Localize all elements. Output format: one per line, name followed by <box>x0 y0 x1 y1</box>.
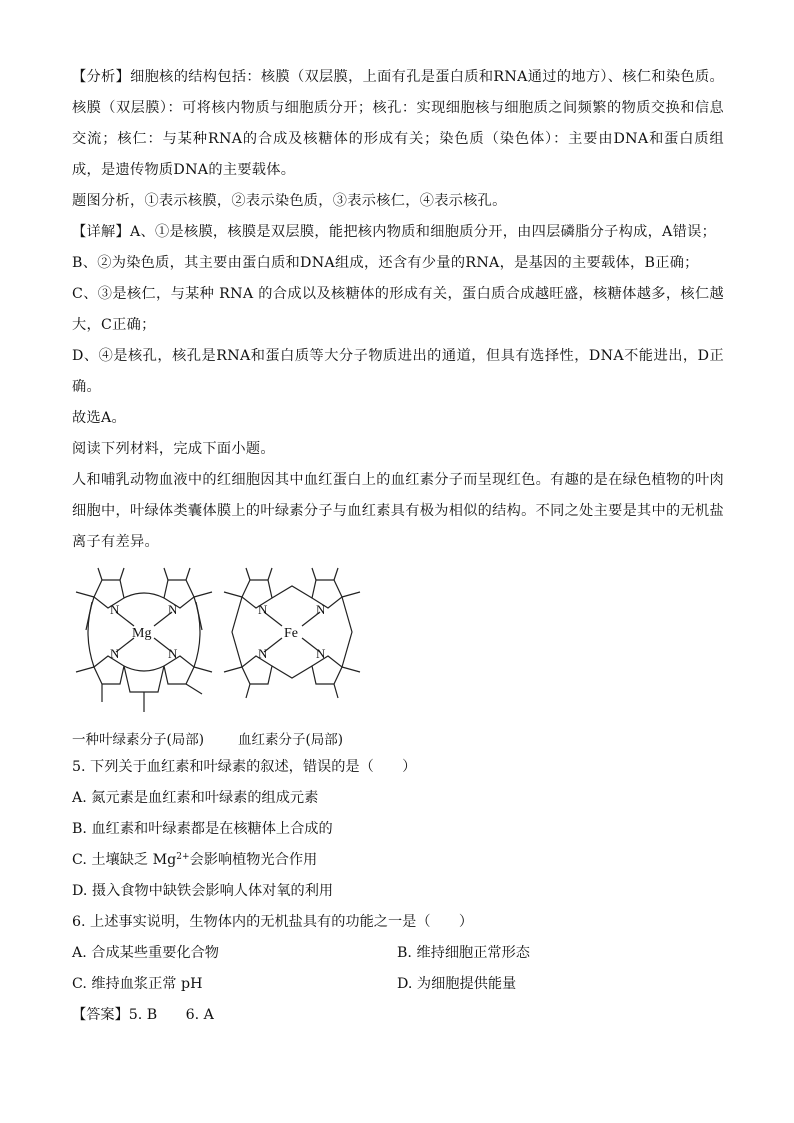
right-caption: 血红素分子(局部) <box>238 732 344 748</box>
left-caption: 一种叶绿素分子(局部) <box>72 732 205 748</box>
molecule-figure <box>72 562 724 752</box>
detail-tag: 【详解】 <box>72 224 130 240</box>
detail-d: D、④是核孔，核孔是RNA和蛋白质等大分子物质进出的通道，但具有选择性，DNA不能进出，D正确。 <box>72 348 724 395</box>
analysis-paragraph <box>72 62 724 186</box>
mg-label: Mg <box>132 626 152 641</box>
q5-option-c-sup: 2+ <box>176 852 190 862</box>
n-label: N <box>258 602 268 617</box>
chlorophyll-structure <box>72 562 222 727</box>
q6-option-c: C. 维持血浆正常 pH <box>72 976 203 992</box>
figure-analysis: 题图分析，①表示核膜，②表示染色质，③表示核仁，④表示核孔。 <box>72 193 507 209</box>
analysis-tag: 【分析】 <box>72 69 131 85</box>
instruction-line: 阅读下列材料，完成下面小题。 <box>72 441 275 457</box>
detail-c: C、③是核仁，与某种 RNA 的合成以及核糖体的形成有关，蛋白质合成越旺盛，核糖体越多，核仁越大，C正确； <box>72 286 724 333</box>
material-paragraph: 人和哺乳动物血液中的红细胞因其中血红蛋白上的血红素分子而呈现红色。有趣的是在绿色植物的叶肉细胞中，叶绿体类囊体膜上的叶绿素分子与血红素具有极为相似的结构。不同之处主要是其中的无机盐离子有差异。 <box>72 472 724 550</box>
q5-option-a: A. 氮元素是血红素和叶绿素的组成元素 <box>72 790 319 806</box>
q5-option-c <box>72 845 724 876</box>
q6-options-row-2 <box>72 969 724 1000</box>
n-label: N <box>258 646 268 661</box>
fe-label: Fe <box>284 626 298 641</box>
detail-a <box>72 217 724 248</box>
q5-stem: 5. 下列关于血红素和叶绿素的叙述，错误的是（ ） <box>72 759 417 775</box>
n-label: N <box>316 602 326 617</box>
answer-line <box>72 1000 724 1031</box>
heme-structure <box>220 562 370 727</box>
q5-option-c-pre: C. 土壤缺乏 Mg <box>72 852 177 868</box>
answer-tag: 【答案】 <box>72 1007 129 1023</box>
answer-text: 5. B 6. A <box>128 1007 214 1023</box>
q5-option-b: B. 血红素和叶绿素都是在核糖体上合成的 <box>72 821 333 837</box>
q6-option-d: D. 为细胞提供能量 <box>397 976 517 992</box>
n-label: N <box>110 602 120 617</box>
analysis-text: 细胞核的结构包括：核膜（双层膜，上面有孔是蛋白质和RNA通过的地方）、核仁和染色质。核膜（双层膜）：可将核内物质与细胞质分开；核孔：实现细胞核与细胞质之间频繁的物质交换和信息交流；核仁：与某种RNA的合成及核糖体的形成有关；染色质（染色体）：主要由DNA和蛋白质组成，是遗传物质DNA的主要载体。 <box>72 69 724 178</box>
q6-option-b: B. 维持细胞正常形态 <box>397 945 530 961</box>
q6-stem: 6. 上述事实说明，生物体内的无机盐具有的功能之一是（ ） <box>72 914 474 930</box>
n-label: N <box>316 646 326 661</box>
n-label: N <box>168 602 178 617</box>
n-label: N <box>110 646 120 661</box>
n-label: N <box>168 646 178 661</box>
q5-option-d: D. 摄入食物中缺铁会影响人体对氧的利用 <box>72 883 334 899</box>
q5-option-c-post: 会影响植物光合作用 <box>189 852 318 868</box>
q6-options-row-1 <box>72 938 724 969</box>
detail-b: B、②为染色质，其主要由蛋白质和DNA组成，还含有少量的RNA，是基因的主要载体，B正确； <box>72 255 699 271</box>
q6-option-a: A. 合成某些重要化合物 <box>72 945 219 961</box>
detail-a-text: A、①是核膜，核膜是双层膜，能把核内物质和细胞质分开，由四层磷脂分子构成，A错误； <box>129 224 717 240</box>
choice-line: 故选A。 <box>72 410 127 426</box>
document-page <box>72 62 724 1031</box>
